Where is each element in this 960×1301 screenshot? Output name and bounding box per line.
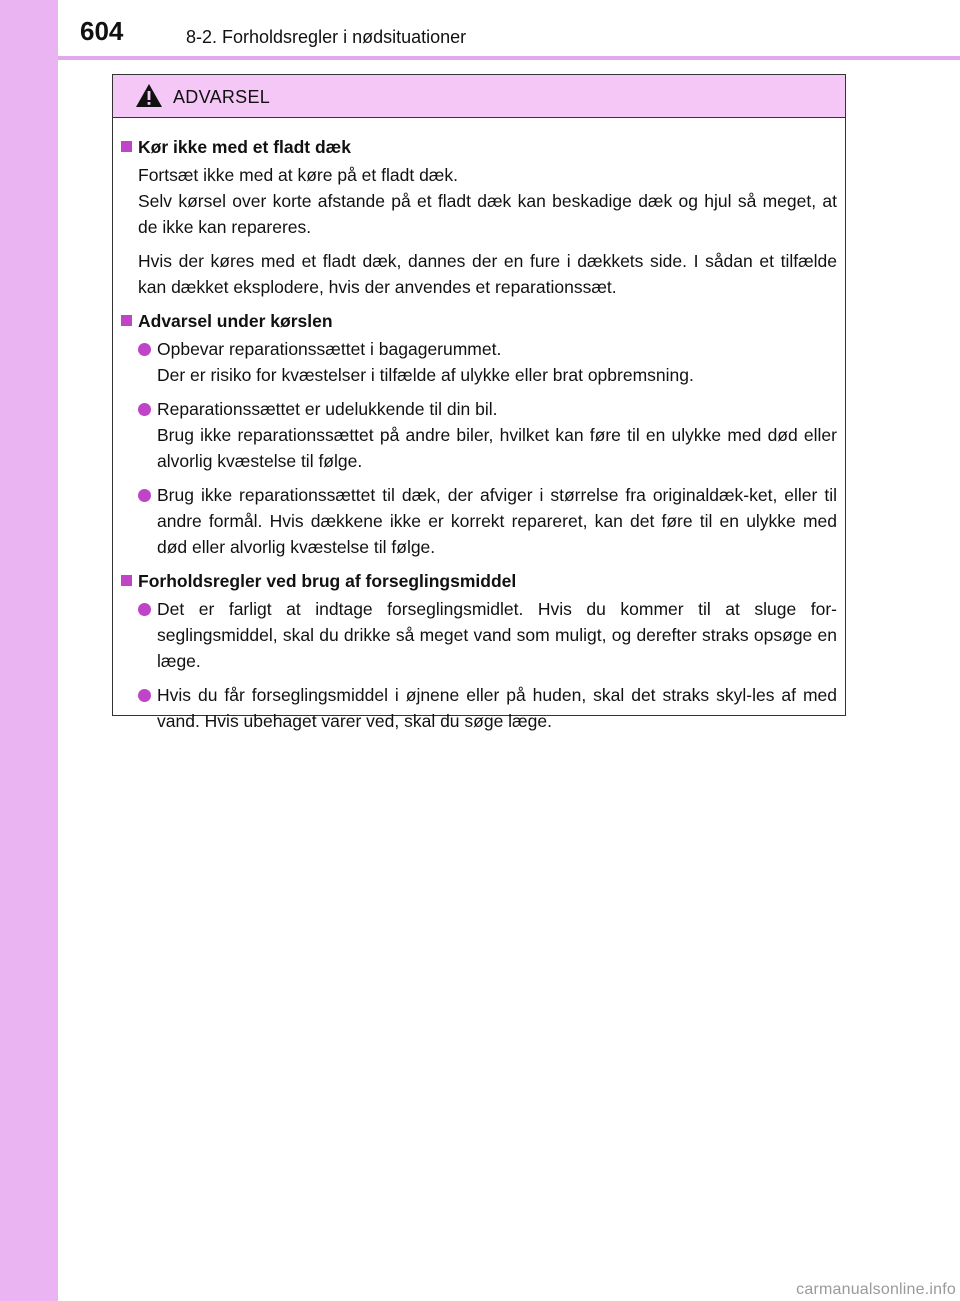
header-rule bbox=[58, 56, 960, 60]
square-bullet-icon bbox=[121, 315, 132, 326]
square-bullet-icon bbox=[121, 141, 132, 152]
section-sealant-precautions bbox=[121, 568, 837, 734]
list-item: Det er farligt at indtage forseglingsmidlet. Hvis du kommer til at sluge for-seglingsmiddel, skal du drikke så meget vand som muligt, og derefter straks opsøge en læge. bbox=[138, 596, 837, 674]
warning-triangle-icon bbox=[135, 83, 163, 108]
section-title: 8-2. Forholdsregler i nødsituationer bbox=[186, 27, 467, 47]
paragraph: Hvis der køres med et fladt dæk, dannes der en fure i dækkets side. I sådan et tilfælde kan dækket eksplodere, hvis der anvendes et reparationssæt. bbox=[138, 251, 837, 297]
round-bullet-icon bbox=[138, 403, 151, 416]
paragraph: Fortsæt ikke med at køre på et fladt dæk. Selv kørsel over korte afstande på et fladt dæk kan beskadige dæk og hjul så meget, at de ikke kan repareres. bbox=[138, 165, 837, 237]
list-item: Reparationssættet er udelukkende til din bil. Brug ikke reparationssættet på andre biler, hvilket kan føre til en ulykke med død eller alvorlig kvæstelse til følge. bbox=[138, 396, 837, 474]
section-flat-tire bbox=[121, 134, 837, 300]
round-bullet-icon bbox=[138, 603, 151, 616]
left-margin-band bbox=[0, 0, 58, 1301]
warning-title: ADVARSEL bbox=[173, 87, 271, 107]
list-item: Brug ikke reparationssættet til dæk, der afviger i størrelse fra originaldæk-ket, eller til andre formål. Hvis dækkene ikke er korrekt repareret, kan det føre til en ulykke med død eller alvorlig kvæstelse til følge. bbox=[138, 482, 837, 560]
warning-content bbox=[113, 118, 845, 734]
round-bullet-icon bbox=[138, 689, 151, 702]
round-bullet-icon bbox=[138, 343, 151, 356]
footer-band bbox=[0, 1282, 58, 1301]
section-driving-warning bbox=[121, 308, 837, 560]
list-item: Opbevar reparationssættet i bagagerummet. Der er risiko for kvæstelser i tilfælde af ulykke eller brat opbremsning. bbox=[138, 336, 837, 388]
square-bullet-icon bbox=[121, 575, 132, 586]
section-heading: Forholdsregler ved brug af forseglingsmiddel bbox=[121, 568, 837, 594]
page-number: 604 bbox=[80, 16, 124, 46]
page-header bbox=[0, 0, 960, 60]
watermark: carmanualsonline.info bbox=[796, 1281, 956, 1298]
list-item: Hvis du får forseglingsmiddel i øjnene eller på huden, skal det straks skyl-les af med vand. Hvis ubehaget varer ved, skal du søge læge. bbox=[138, 682, 837, 734]
section-heading: Kør ikke med et fladt dæk bbox=[121, 134, 837, 160]
warning-box bbox=[112, 74, 846, 731]
round-bullet-icon bbox=[138, 489, 151, 502]
warning-header bbox=[113, 75, 845, 118]
section-heading: Advarsel under kørslen bbox=[121, 308, 837, 334]
